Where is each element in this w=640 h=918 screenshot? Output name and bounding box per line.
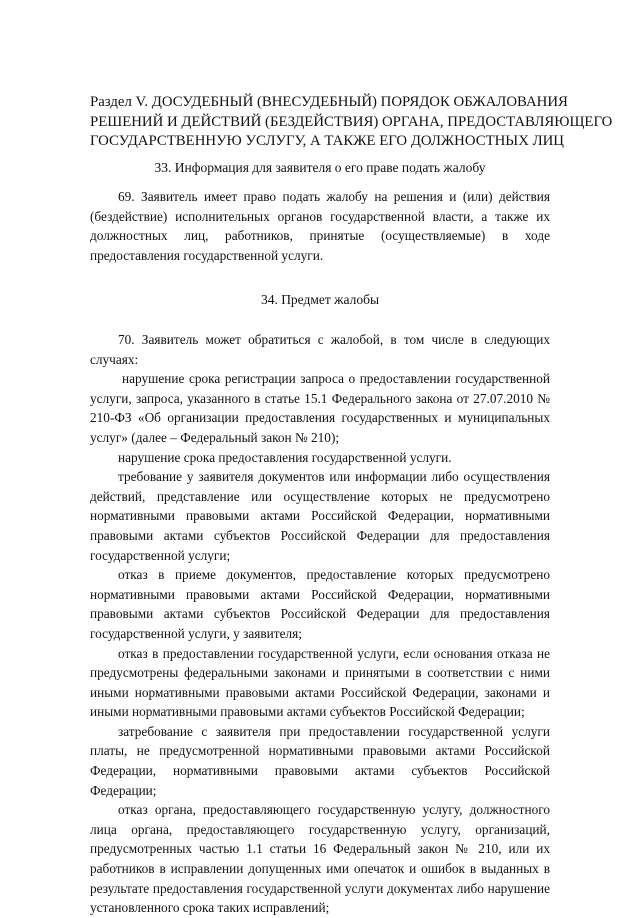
case-item: нарушение срока предоставления государственной услуги. [118, 449, 452, 465]
case-item: отказ в приеме документов, предоставление которых предусмотрено нормативными правовыми актами Российской Федерации, нормативными правовыми актами субъектов Российской Федерации для предоставления государственной услуги, у заявителя; [90, 567, 550, 641]
case-item: требование у заявителя документов или информации либо осуществления действий, представление или осуществление которых не предусмотрено нормативными правовыми актами Российской Федерации, нормативными правовыми актами субъектов Российской Федерации для предоставления государственной услуги; [90, 469, 550, 563]
section-title-line-2: РЕШЕНИЙ И ДЕЙСТВИЙ (БЕЗДЕЙСТВИЯ) ОРГАНА, ПРЕДОСТАВЛЯЮЩЕГО [90, 113, 613, 130]
section-title-line-1: Раздел V. ДОСУДЕБНЫЙ (ВНЕСУДЕБНЫЙ) ПОРЯДОК ОБЖАЛОВАНИЯ [90, 94, 568, 110]
paragraph-69: 69. Заявитель имеет право подать жалобу на решения и (или) действия (бездействие) исполнительных органов государственной власти, а также их должностных лиц, работников, принятые (осуществляемые) в ходе предоставления государственной услуги. [90, 189, 550, 263]
subsection-heading-34: 34. Предмет жалобы [260, 292, 380, 307]
paragraph-69-block [90, 187, 550, 265]
section-title [90, 93, 613, 152]
case-item: отказ органа, предоставляющего государственную услугу, должностного лица органа, предоставляющего государственную услугу, организаций, предусмотренных частью 1.1 статьи 16 Федеральный закон № 210, или их работников в исправлении допущенных ими опечаток и ошибок в выданных в результате предоставления государственной услуги документах либо нарушение установленного срока таких исправлений; [90, 802, 550, 916]
case-item: отказ в предоставлении государственной услуги, если основания отказа не предусмотрены федеральными законами и принятыми в соответствии с ними иными нормативными правовыми актами Российской Федерации, законами и иными нормативными правовыми актами субъектов Российской Федерации; [90, 645, 550, 720]
section-title-line-3: ГОСУДАРСТВЕННУЮ УСЛУГУ, А ТАКЖЕ ЕГО ДОЛЖНОСТНЫХ ЛИЦ [90, 133, 564, 150]
subsection-heading-33: 33. Информация для заявителя о его праве подать жалобу [154, 160, 486, 175]
case-item: затребование с заявителя при предоставлении государственной услуги платы, не предусмотренной нормативными правовыми актами Российской Федерации, нормативными правовыми актами субъектов Российской Федерации; [90, 723, 550, 798]
paragraph-70-block [90, 330, 550, 918]
paragraph-70: 70. Заявитель может обратиться с жалобой, в том числе в следующих случаях: [90, 332, 550, 367]
case-item: нарушение срока регистрации запроса о предоставлении государственной услуги, запроса, указанного в статье 15.1 Федерального закона от 27.07.2010 № 210-ФЗ «Об организации предоставления государственных и муниципальных услуг» (далее – Федеральный закон № 210); [90, 371, 550, 445]
